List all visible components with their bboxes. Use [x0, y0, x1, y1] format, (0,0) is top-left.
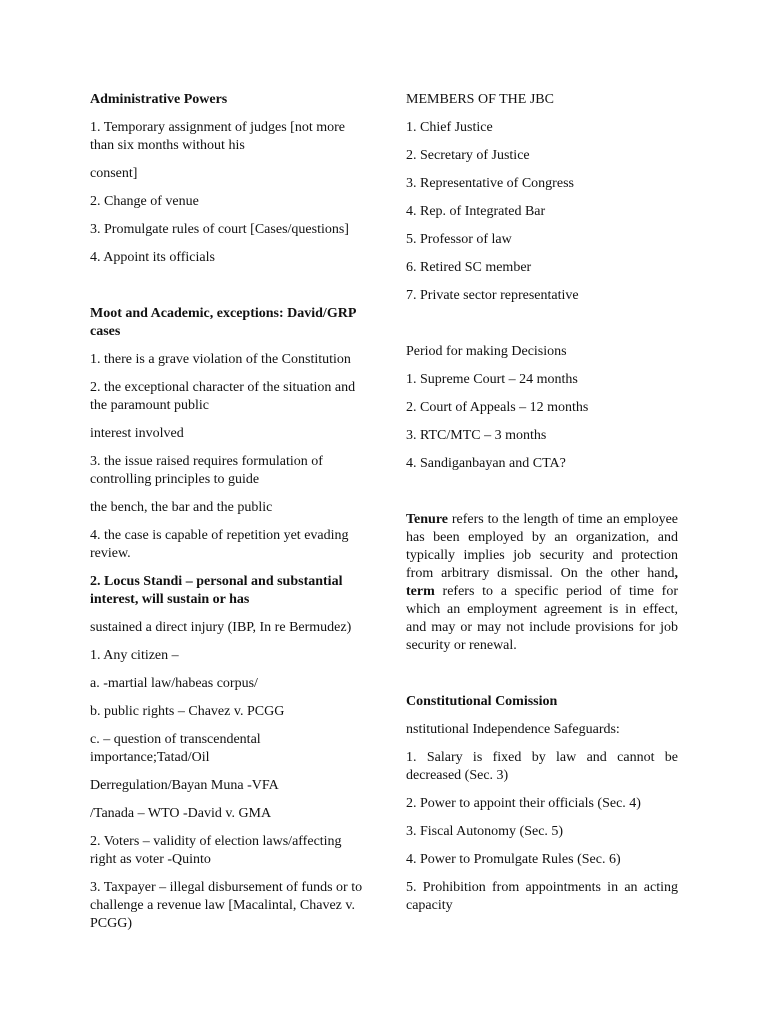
spacer: [406, 315, 678, 343]
jbc-item: 7. Private sector representative: [406, 288, 579, 303]
locus-item: 3. Taxpayer – illegal disbursement of funds or to challenge a revenue law [Macalintal, Chavez v. PCGG): [90, 880, 363, 931]
tenure-definition: refers to the length of time an employee has been employed by an organization, and typically implies job security and protection from arbitrary dismissal. On the other hand: [406, 512, 678, 581]
locus-item: 1. Any citizen –: [90, 648, 179, 663]
admin-heading: Administrative Powers: [90, 92, 228, 107]
locus-item: sustained a direct injury (IBP, In re Bermudez): [90, 620, 352, 635]
moot-heading: Moot and Academic, exceptions: David/GRP cases: [90, 306, 356, 339]
admin-item: 4. Appoint its officials: [90, 250, 215, 265]
spacer: [406, 483, 678, 511]
jbc-item: 5. Professor of law: [406, 232, 512, 247]
term-term: term: [406, 584, 435, 599]
tenure-term: Tenure: [406, 512, 449, 527]
admin-item: consent]: [90, 166, 138, 181]
moot-item: 1. there is a grave violation of the Constitution: [90, 352, 351, 367]
period-item: 4. Sandiganbayan and CTA?: [406, 456, 566, 471]
locus-heading: 2. Locus Standi – personal and substantial interest, will sustain or has: [90, 574, 343, 607]
commission-item: 5. Prohibition from appointments in an acting capacity: [406, 880, 678, 913]
spacer: [406, 665, 678, 693]
period-item: 1. Supreme Court – 24 months: [406, 372, 578, 387]
commission-item: 2. Power to appoint their officials (Sec. 4): [406, 796, 641, 811]
commission-heading: Constitutional Comission: [406, 694, 558, 709]
jbc-item: 6. Retired SC member: [406, 260, 532, 275]
locus-item: /Tanada – WTO -David v. GMA: [90, 806, 272, 821]
period-item: 3. RTC/MTC – 3 months: [406, 428, 547, 443]
moot-item: 2. the exceptional character of the situation and the paramount public: [90, 380, 356, 413]
locus-item: 2. Voters – validity of election laws/affecting right as voter -Quinto: [90, 834, 342, 867]
locus-item: a. -martial law/habeas corpus/: [90, 676, 258, 691]
jbc-heading: MEMBERS OF THE JBC: [406, 92, 554, 107]
term-definition: refers to a specific period of time for which an employment agreement is in effect, and may or may not include provisions for job security or renewal.: [406, 584, 678, 653]
commission-subheading: nstitutional Independence Safeguards:: [406, 722, 620, 737]
commission-item: 3. Fiscal Autonomy (Sec. 5): [406, 824, 564, 839]
period-heading: Period for making Decisions: [406, 344, 567, 359]
moot-item: interest involved: [90, 426, 184, 441]
right-column: [406, 91, 678, 925]
admin-item: 1. Temporary assignment of judges [not more than six months without his: [90, 120, 345, 153]
locus-item: c. – question of transcendental importance;Tatad/Oil: [90, 732, 261, 765]
jbc-item: 3. Representative of Congress: [406, 176, 574, 191]
locus-item: Derregulation/Bayan Muna -VFA: [90, 778, 279, 793]
spacer: [90, 277, 364, 305]
commission-item: 4. Power to Promulgate Rules (Sec. 6): [406, 852, 621, 867]
period-item: 2. Court of Appeals – 12 months: [406, 400, 589, 415]
jbc-item: 1. Chief Justice: [406, 120, 493, 135]
tenure-paragraph: [406, 511, 678, 655]
locus-item: b. public rights – Chavez v. PCGG: [90, 704, 285, 719]
admin-item: 2. Change of venue: [90, 194, 199, 209]
moot-item: 3. the issue raised requires formulation of controlling principles to guide: [90, 454, 323, 487]
jbc-item: 2. Secretary of Justice: [406, 148, 530, 163]
commission-item: 1. Salary is fixed by law and cannot be decreased (Sec. 3): [406, 750, 678, 783]
admin-item: 3. Promulgate rules of court [Cases/questions]: [90, 222, 349, 237]
left-column: [90, 91, 364, 943]
comma: ,: [674, 566, 678, 581]
moot-item: the bench, the bar and the public: [90, 500, 273, 515]
jbc-item: 4. Rep. of Integrated Bar: [406, 204, 546, 219]
moot-item: 4. the case is capable of repetition yet evading review.: [90, 528, 349, 561]
